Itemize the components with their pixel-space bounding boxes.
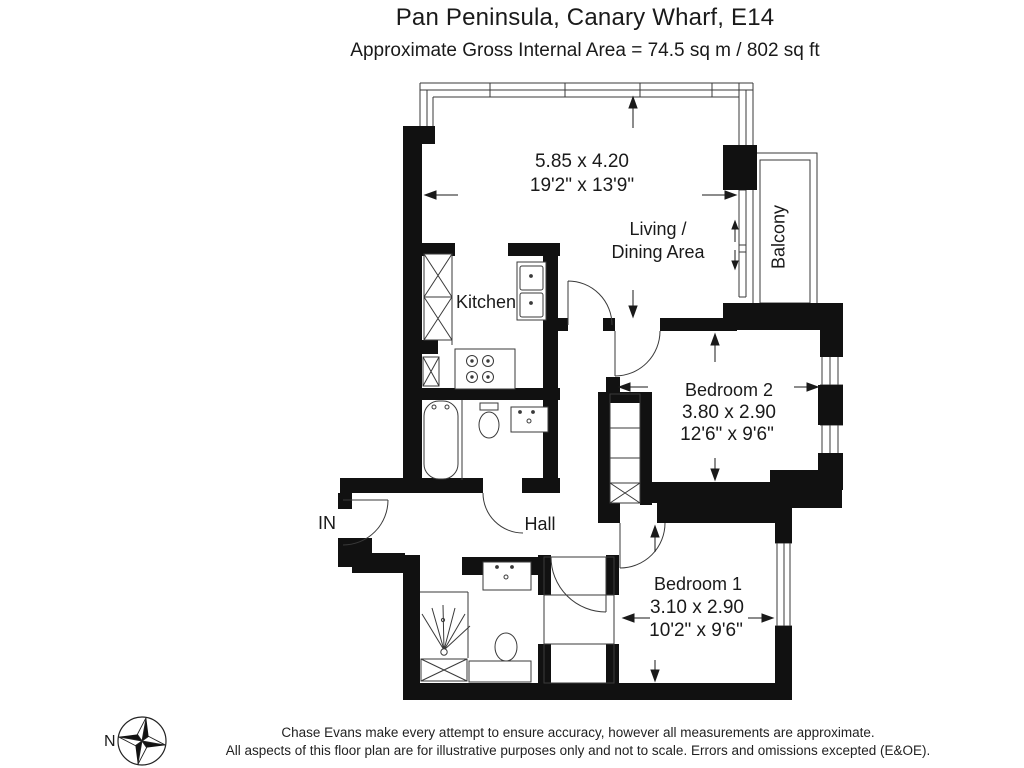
bedroom2-label: Bedroom 2 [684,380,774,400]
kitchen-units-icon [423,254,452,386]
bedroom1-window [775,543,792,626]
hall-label: Hall [524,514,556,534]
plan-subtitle: Approximate Gross Internal Area = 74.5 sq m / 802 sq ft [350,40,820,61]
bedroom2-closet-icon [610,394,640,503]
bedroom2-dim-imperial: 12'6" x 9'6" [680,424,774,445]
living-dim-metric: 5.85 x 4.20 [534,151,630,172]
bedroom2-door-arc [615,331,660,376]
disclaimer-line1: Chase Evans make every attempt to ensure accuracy, however all measurements are approximate. [281,725,875,740]
kitchen-label: Kitchen [455,292,517,312]
entrance-label: IN [318,513,336,533]
shower-room-door-arc [551,557,606,612]
living-label-line2: Dining Area [611,242,705,262]
bedroom1-door-arc [620,523,665,568]
balcony-glazing [739,190,746,297]
balcony-label: Balcony [768,204,789,270]
living-label-line1: Living / [629,219,687,239]
bedroom2-window-2 [820,425,843,455]
kitchen-sink-icon [517,262,546,320]
compass-icon [118,717,166,765]
shower-room-unit-icon [421,659,467,681]
compass-north-label: N [104,733,116,750]
bedroom1-dim-imperial: 10'2" x 9'6" [649,620,743,641]
bathtub-icon [424,401,458,479]
toilet-icon [479,403,499,438]
bedroom2-window-1 [820,355,843,385]
bedroom1-label: Bedroom 1 [653,574,743,594]
living-dim-imperial: 19'2" x 13'9" [529,175,635,196]
hob-icon [455,349,515,389]
shower-room-toilet-icon [469,633,531,682]
bathroom-door-arc [483,493,523,533]
bedroom1-dim-metric: 3.10 x 2.90 [649,597,745,618]
shower-basin-icon [483,562,531,590]
window-band-top [420,83,753,150]
disclaimer-line2: All aspects of this floor plan are for illustrative purposes only and not to scale. Errors and omissions excepted (E&OE). [225,743,931,758]
shower-icon [420,592,470,658]
bedroom2-dim-metric: 3.80 x 2.90 [681,402,777,423]
bathroom-basin-icon [511,407,548,432]
plan-title: Pan Peninsula, Canary Wharf, E14 [395,4,775,31]
